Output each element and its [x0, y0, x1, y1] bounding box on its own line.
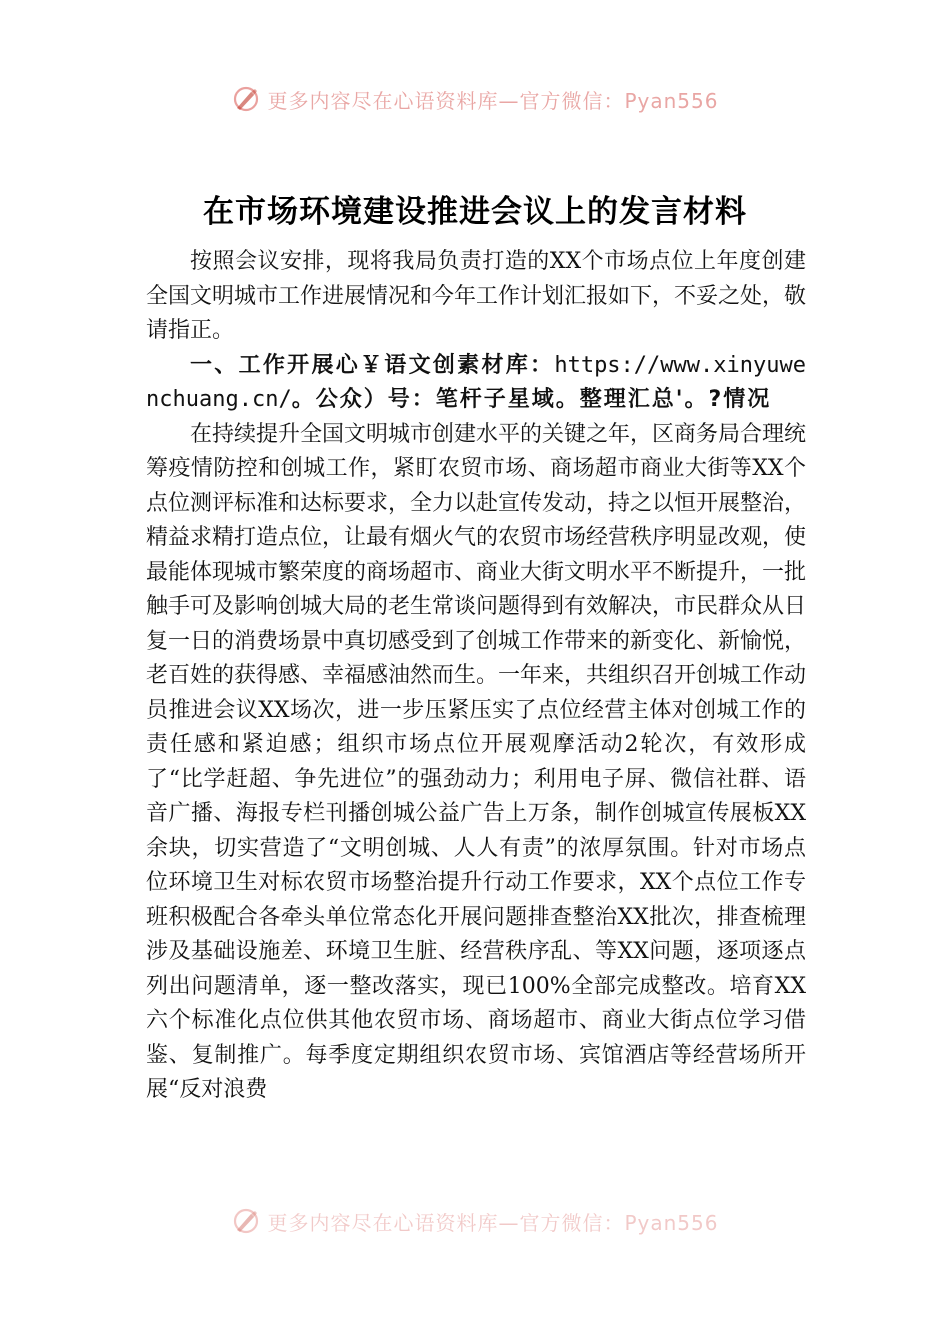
section-heading	[146, 349, 806, 418]
document-body	[146, 245, 806, 1108]
section-heading-suffix: 。公众）号：笔杆子星域。整理汇总'。?情况	[291, 387, 772, 412]
section-body-paragraph: 在持续提升全国文明城市创建水平的关键之年，区商务局合理统筹疫情防控和创城工作，紧盯农贸市场、商场超市商业大街等XX个点位测评标准和达标要求，全力以赴宣传发动，持之以恒开展整治，精益求精打造点位，让最有烟火气的农贸市场经营秩序明显改观，使最能体现城市繁荣度的商场超市、商业大街文明水平不断提升，一批触手可及影响创城大局的老生常谈问题得到有效解决，市民群众从日复一日的消费场景中真切感受到了创城工作带来的新变化、新愉悦，老百姓的获得感、幸福感油然而生。一年来，共组织召开创城工作动员推进会议XX场次，进一步压紧压实了点位经营主体对创城工作的责任感和紧迫感；组织市场点位开展观摩活动2轮次，有效形成了“比学赶超、争先进位”的强劲动力；利用电子屏、微信社群、语音广播、海报专栏刊播创城公益广告上万条，制作创城宣传展板XX余块，切实营造了“文明创城、人人有责”的浓厚氛围。针对市场点位环境卫生对标农贸市场整治提升行动工作要求，XX个点位工作专班积极配合各牵头单位常态化开展问题排查整治XX批次，排查梳理涉及基础设施差、环境卫生脏、经营秩序乱、等XX问题，逐项逐点列出问题清单，逐一整改落实，现已100%全部完成整改。培育XX六个标准化点位供其他农贸市场、商场超市、商业大街点位学习借鉴、复制推广。每季度定期组织农贸市场、宾馆酒店等经营场所开展“反对浪费	[146, 421, 807, 1102]
document-title: 在市场环境建设推进会议上的发言材料	[203, 194, 747, 230]
watermark-footer	[0, 1206, 950, 1236]
section-heading-prefix: 一、工作开展心￥语文创素材库：	[190, 352, 555, 378]
pen-circle-logo-icon	[231, 84, 261, 114]
watermark-text: 更多内容尽在心语资料库—官方微信：Pyan556	[267, 1210, 719, 1235]
section-heading-link: https://www.xinyuwenchuang.cn/	[146, 352, 806, 412]
intro-paragraph: 按照会议安排，现将我局负责打造的XX个市场点位上年度创建全国文明城市工作进展情况和今年工作计划汇报如下，不妥之处，敬请指正。	[146, 249, 807, 343]
pen-circle-logo-icon	[231, 1206, 261, 1236]
watermark-text: 更多内容尽在心语资料库—官方微信：Pyan556	[267, 88, 719, 113]
watermark-header	[0, 84, 950, 114]
